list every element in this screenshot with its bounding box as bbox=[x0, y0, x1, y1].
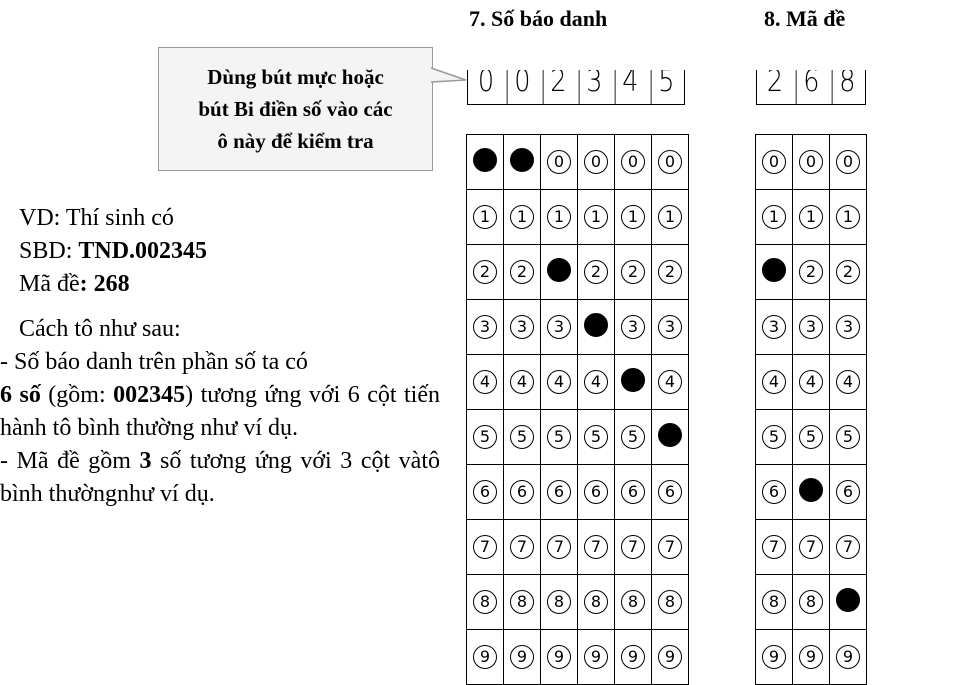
bubble-cell bbox=[793, 575, 830, 630]
bubble-row bbox=[467, 355, 689, 410]
exam-code-written-digits bbox=[756, 70, 866, 105]
bubble-cell bbox=[756, 190, 793, 245]
bubble-6[interactable]: 6 bbox=[473, 480, 497, 504]
bubble-cell bbox=[756, 135, 793, 190]
bubble-9[interactable]: 9 bbox=[510, 645, 534, 669]
bubble-cell bbox=[578, 630, 615, 685]
bubble-cell bbox=[467, 245, 504, 300]
callout-pointer bbox=[430, 58, 470, 88]
bubble-cell bbox=[830, 245, 867, 300]
bubble-cell bbox=[793, 245, 830, 300]
bubble-cell bbox=[541, 135, 578, 190]
bubble-3[interactable]: 3 bbox=[473, 315, 497, 339]
bubble-cell bbox=[830, 135, 867, 190]
bubble-cell bbox=[467, 410, 504, 465]
bubble-row bbox=[467, 190, 689, 245]
bubble-row bbox=[756, 190, 867, 245]
bubble-3[interactable]: 3 bbox=[658, 315, 682, 339]
bubble-row bbox=[467, 630, 689, 685]
bubble-cell bbox=[756, 300, 793, 355]
bubble-3[interactable]: 3 bbox=[621, 315, 645, 339]
bubble-3[interactable]: 3 bbox=[547, 315, 571, 339]
bubble-cell bbox=[541, 300, 578, 355]
bubble-1[interactable]: 1 bbox=[510, 205, 534, 229]
bubble-cell bbox=[504, 135, 541, 190]
bubble-cell bbox=[756, 520, 793, 575]
bubble-cell bbox=[830, 575, 867, 630]
bubble-9[interactable]: 9 bbox=[762, 645, 786, 669]
filled-bubble-0[interactable] bbox=[510, 148, 534, 172]
callout-line: ô này để kiểm tra bbox=[217, 129, 374, 153]
bubble-4[interactable]: 4 bbox=[510, 370, 534, 394]
bubble-5[interactable]: 5 bbox=[836, 425, 860, 449]
bubble-7[interactable]: 7 bbox=[547, 535, 571, 559]
bubble-9[interactable]: 9 bbox=[799, 645, 823, 669]
bubble-cell bbox=[504, 190, 541, 245]
bubble-1[interactable]: 1 bbox=[799, 205, 823, 229]
bubble-5[interactable]: 5 bbox=[547, 425, 571, 449]
filled-bubble-6[interactable] bbox=[799, 478, 823, 502]
bubble-4[interactable]: 4 bbox=[799, 370, 823, 394]
bubble-0[interactable]: 0 bbox=[584, 150, 608, 174]
instruction-exam-code-paragraph: - Mã đề gồm 3 số tương ứng với 3 cột vàtô bình thườngnhư ví dụ. bbox=[0, 448, 440, 507]
bubble-1[interactable]: 1 bbox=[473, 205, 497, 229]
bubble-cell bbox=[793, 520, 830, 575]
bubble-3[interactable]: 3 bbox=[510, 315, 534, 339]
bubble-1[interactable]: 1 bbox=[584, 205, 608, 229]
filled-bubble-2[interactable] bbox=[762, 258, 786, 282]
bubble-6[interactable]: 6 bbox=[547, 480, 571, 504]
bubble-cell bbox=[504, 630, 541, 685]
bubble-row bbox=[756, 300, 867, 355]
bubble-cell bbox=[578, 575, 615, 630]
bubble-cell bbox=[467, 520, 504, 575]
bubble-row bbox=[467, 520, 689, 575]
bubble-6[interactable]: 6 bbox=[836, 480, 860, 504]
bubble-3[interactable]: 3 bbox=[799, 315, 823, 339]
sbd-written-digits bbox=[467, 70, 685, 105]
callout-line: Dùng bút mực hoặc bbox=[207, 65, 384, 89]
filled-bubble-5[interactable] bbox=[658, 423, 682, 447]
written-digit-cell: 8 bbox=[832, 70, 863, 104]
bubble-5[interactable]: 5 bbox=[473, 425, 497, 449]
bubble-6[interactable]: 6 bbox=[621, 480, 645, 504]
bubble-cell bbox=[541, 410, 578, 465]
bubble-1[interactable]: 1 bbox=[836, 205, 860, 229]
bubble-cell bbox=[652, 520, 689, 575]
bold-number: 002345 bbox=[113, 382, 186, 408]
filled-bubble-0[interactable] bbox=[473, 148, 497, 172]
instruction-sbd-paragraph: 6 số (gồm: 002345) tương ứng với 6 cột tiến hành tô bình thường như ví dụ. bbox=[0, 382, 440, 441]
bubble-cell bbox=[578, 465, 615, 520]
bubble-7[interactable]: 7 bbox=[584, 535, 608, 559]
bubble-row bbox=[756, 630, 867, 685]
bubble-cell bbox=[467, 190, 504, 245]
bubble-2[interactable]: 2 bbox=[584, 260, 608, 284]
bubble-4[interactable]: 4 bbox=[473, 370, 497, 394]
bubble-3[interactable]: 3 bbox=[762, 315, 786, 339]
bubble-cell bbox=[652, 190, 689, 245]
bubble-cell bbox=[541, 245, 578, 300]
bubble-5[interactable]: 5 bbox=[584, 425, 608, 449]
bubble-1[interactable]: 1 bbox=[547, 205, 571, 229]
bubble-cell bbox=[793, 355, 830, 410]
bubble-cell bbox=[467, 300, 504, 355]
bubble-cell bbox=[652, 410, 689, 465]
bubble-cell bbox=[541, 190, 578, 245]
bubble-cell bbox=[467, 575, 504, 630]
bold-count: 6 số bbox=[0, 382, 41, 408]
sbd-bubble-grid bbox=[466, 134, 689, 685]
bubble-8[interactable]: 8 bbox=[799, 590, 823, 614]
bubble-row bbox=[467, 575, 689, 630]
bubble-cell bbox=[756, 575, 793, 630]
instruction-callout bbox=[158, 47, 433, 171]
bubble-cell bbox=[541, 575, 578, 630]
bubble-7[interactable]: 7 bbox=[510, 535, 534, 559]
bubble-cell bbox=[615, 520, 652, 575]
bubble-5[interactable]: 5 bbox=[510, 425, 534, 449]
bubble-9[interactable]: 9 bbox=[658, 645, 682, 669]
bubble-row bbox=[756, 355, 867, 410]
bubble-cell bbox=[793, 190, 830, 245]
filled-bubble-3[interactable] bbox=[584, 313, 608, 337]
bubble-0[interactable]: 0 bbox=[836, 150, 860, 174]
bubble-8[interactable]: 8 bbox=[621, 590, 645, 614]
bubble-cell bbox=[467, 355, 504, 410]
bubble-0[interactable]: 0 bbox=[762, 150, 786, 174]
bubble-7[interactable]: 7 bbox=[762, 535, 786, 559]
bubble-row bbox=[756, 465, 867, 520]
sbd-section-title: 7. Số báo danh bbox=[469, 6, 608, 31]
bubble-cell bbox=[578, 355, 615, 410]
bubble-6[interactable]: 6 bbox=[762, 480, 786, 504]
bubble-cell bbox=[504, 410, 541, 465]
bubble-cell bbox=[541, 465, 578, 520]
bubble-7[interactable]: 7 bbox=[799, 535, 823, 559]
exam-code-bubble-grid bbox=[755, 134, 867, 685]
bubble-cell bbox=[756, 245, 793, 300]
exam-code-section-title: 8. Mã đề bbox=[764, 6, 846, 31]
bubble-cell bbox=[793, 630, 830, 685]
bubble-1[interactable]: 1 bbox=[621, 205, 645, 229]
instruction-sbd-line1: - Số báo danh trên phần số ta có bbox=[0, 349, 308, 375]
bubble-cell bbox=[504, 245, 541, 300]
bubble-row bbox=[756, 245, 867, 300]
bubble-2[interactable]: 2 bbox=[799, 260, 823, 284]
bubble-cell bbox=[615, 300, 652, 355]
written-digit-cell: 0 bbox=[477, 70, 495, 99]
bubble-cell bbox=[615, 410, 652, 465]
bubble-cell bbox=[615, 190, 652, 245]
bubble-row bbox=[467, 135, 689, 190]
bubble-cell bbox=[793, 410, 830, 465]
bubble-cell bbox=[578, 190, 615, 245]
bubble-row bbox=[467, 465, 689, 520]
bubble-8[interactable]: 8 bbox=[762, 590, 786, 614]
bubble-6[interactable]: 6 bbox=[658, 480, 682, 504]
bubble-cell bbox=[504, 465, 541, 520]
bubble-cell bbox=[652, 300, 689, 355]
bubble-4[interactable]: 4 bbox=[762, 370, 786, 394]
written-digit-cell: 5 bbox=[651, 70, 682, 104]
bubble-row bbox=[467, 245, 689, 300]
bubble-4[interactable]: 4 bbox=[658, 370, 682, 394]
bubble-3[interactable]: 3 bbox=[836, 315, 860, 339]
bubble-2[interactable]: 2 bbox=[473, 260, 497, 284]
bubble-cell bbox=[541, 630, 578, 685]
bubble-cell bbox=[541, 355, 578, 410]
bubble-0[interactable]: 0 bbox=[621, 150, 645, 174]
bubble-7[interactable]: 7 bbox=[473, 535, 497, 559]
bubble-row bbox=[756, 575, 867, 630]
bubble-cell bbox=[756, 410, 793, 465]
bubble-cell bbox=[578, 410, 615, 465]
bubble-cell bbox=[578, 520, 615, 575]
bubble-cell bbox=[615, 245, 652, 300]
bubble-0[interactable]: 0 bbox=[658, 150, 682, 174]
bubble-5[interactable]: 5 bbox=[799, 425, 823, 449]
bubble-cell bbox=[615, 355, 652, 410]
bubble-cell bbox=[504, 520, 541, 575]
bubble-cell bbox=[830, 300, 867, 355]
bubble-6[interactable]: 6 bbox=[510, 480, 534, 504]
bubble-cell bbox=[578, 245, 615, 300]
bubble-row bbox=[467, 410, 689, 465]
bubble-cell bbox=[652, 135, 689, 190]
bubble-cell bbox=[615, 575, 652, 630]
bubble-row bbox=[756, 410, 867, 465]
bubble-2[interactable]: 2 bbox=[510, 260, 534, 284]
bubble-5[interactable]: 5 bbox=[762, 425, 786, 449]
filled-bubble-4[interactable] bbox=[621, 368, 645, 392]
callout-line: bút Bi điền số vào các bbox=[198, 97, 393, 121]
bold-count: 3 bbox=[139, 448, 152, 474]
instructions-block bbox=[0, 313, 440, 511]
bubble-cell bbox=[652, 575, 689, 630]
bubble-2[interactable]: 2 bbox=[621, 260, 645, 284]
bubble-7[interactable]: 7 bbox=[621, 535, 645, 559]
bubble-cell bbox=[578, 135, 615, 190]
bubble-2[interactable]: 2 bbox=[658, 260, 682, 284]
exam-code-value: : 268 bbox=[79, 271, 130, 297]
example-sbd bbox=[19, 235, 439, 268]
bubble-cell bbox=[652, 630, 689, 685]
sbd-label: SBD: bbox=[19, 238, 79, 264]
bubble-cell bbox=[756, 630, 793, 685]
bubble-cell bbox=[793, 465, 830, 520]
bubble-cell bbox=[830, 630, 867, 685]
bubble-cell bbox=[467, 630, 504, 685]
bubble-cell bbox=[504, 300, 541, 355]
howto-heading: Cách tô như sau: bbox=[19, 316, 181, 342]
sbd-value: TND.002345 bbox=[78, 238, 208, 264]
bubble-cell bbox=[793, 135, 830, 190]
written-digit-cell: 6 bbox=[796, 70, 827, 104]
bubble-8[interactable]: 8 bbox=[547, 590, 571, 614]
bubble-cell bbox=[467, 465, 504, 520]
bubble-cell bbox=[652, 465, 689, 520]
bubble-7[interactable]: 7 bbox=[836, 535, 860, 559]
bubble-9[interactable]: 9 bbox=[836, 645, 860, 669]
bubble-8[interactable]: 8 bbox=[658, 590, 682, 614]
bubble-cell bbox=[756, 355, 793, 410]
bubble-6[interactable]: 6 bbox=[584, 480, 608, 504]
example-intro: VD: Thí sinh có bbox=[19, 205, 174, 231]
example-block bbox=[19, 202, 439, 301]
bubble-9[interactable]: 9 bbox=[584, 645, 608, 669]
bubble-8[interactable]: 8 bbox=[473, 590, 497, 614]
written-digit-cell: 4 bbox=[615, 70, 646, 104]
written-digit-cell: 2 bbox=[766, 70, 784, 99]
bubble-4[interactable]: 4 bbox=[584, 370, 608, 394]
bubble-5[interactable]: 5 bbox=[621, 425, 645, 449]
written-digit-cell: 2 bbox=[543, 70, 574, 104]
bubble-9[interactable]: 9 bbox=[473, 645, 497, 669]
bubble-cell bbox=[504, 575, 541, 630]
bubble-2[interactable]: 2 bbox=[836, 260, 860, 284]
exam-code-label: Mã đề bbox=[19, 271, 80, 297]
bubble-row bbox=[756, 520, 867, 575]
bubble-cell bbox=[615, 630, 652, 685]
bubble-cell bbox=[541, 520, 578, 575]
written-digit-cell: 3 bbox=[579, 70, 610, 104]
bubble-1[interactable]: 1 bbox=[658, 205, 682, 229]
bubble-cell bbox=[615, 465, 652, 520]
bubble-cell bbox=[467, 135, 504, 190]
bubble-cell bbox=[652, 355, 689, 410]
bubble-4[interactable]: 4 bbox=[836, 370, 860, 394]
bubble-cell bbox=[756, 465, 793, 520]
bubble-cell bbox=[793, 300, 830, 355]
bubble-8[interactable]: 8 bbox=[510, 590, 534, 614]
bubble-7[interactable]: 7 bbox=[658, 535, 682, 559]
bubble-0[interactable]: 0 bbox=[547, 150, 571, 174]
bubble-cell bbox=[830, 465, 867, 520]
bubble-8[interactable]: 8 bbox=[584, 590, 608, 614]
bubble-row bbox=[756, 135, 867, 190]
bubble-cell bbox=[615, 135, 652, 190]
bubble-cell bbox=[830, 355, 867, 410]
bubble-4[interactable]: 4 bbox=[547, 370, 571, 394]
filled-bubble-2[interactable] bbox=[547, 258, 571, 282]
bubble-1[interactable]: 1 bbox=[762, 205, 786, 229]
filled-bubble-8[interactable] bbox=[836, 588, 860, 612]
bubble-cell bbox=[652, 245, 689, 300]
bubble-cell bbox=[830, 410, 867, 465]
bubble-9[interactable]: 9 bbox=[621, 645, 645, 669]
bubble-row bbox=[467, 300, 689, 355]
bubble-9[interactable]: 9 bbox=[547, 645, 571, 669]
bubble-cell bbox=[830, 190, 867, 245]
written-digit-cell: 0 bbox=[507, 70, 538, 104]
example-exam-code bbox=[19, 268, 439, 301]
bubble-cell bbox=[830, 520, 867, 575]
bubble-0[interactable]: 0 bbox=[799, 150, 823, 174]
bubble-cell bbox=[578, 300, 615, 355]
bubble-cell bbox=[504, 355, 541, 410]
